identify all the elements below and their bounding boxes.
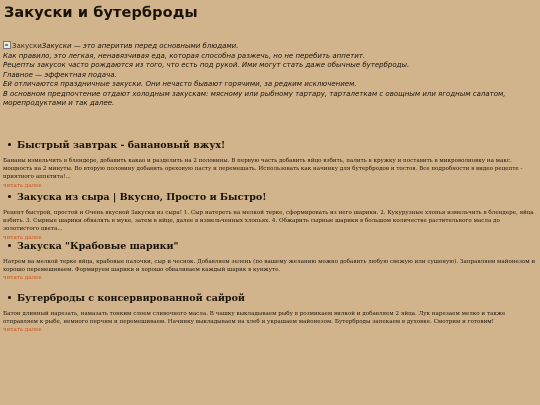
intro-block — [3, 41, 535, 109]
intro-line-1: Закуски — это аперитив перед основными блюдами. — [41, 42, 239, 50]
read-more-link[interactable]: читать далее — [3, 234, 42, 241]
article-excerpt: Батон длинный нарезать, намазать тонким слоем сливочного масла. В чашку выкладываем рыбу в розмикаем вилкой и добавляем 2 яйца. Лук нарезаем мелко и также отправляем к рыбе, немного перчим и перемешиваем. Начинку выкладываем на хлеб и украшаем майонезом. Бутерброды запекаем в духовке. Смотрим и готовим! — [3, 311, 506, 326]
intro-line-5: Ей отличаются праздничные закуски. Они нечасто бывают горячими, за редким исключением. — [3, 80, 357, 88]
article-title-text[interactable]: Быстрый завтрак - банановый вжух! — [17, 140, 226, 151]
article-excerpt: Рецепт быстрой, простой и Очень вкусной Закуски из сыра! 1. Сыр натереть на мелкой терке, сформировать из него шарики. 2. Кукурузные хлопья измельчить в блендере, яйца взбить. 3. Сырные шарики обвалять в муке, затем в яйце, далее в измельченных хлопьях. 4. Обжарить сырные шарики в большом количестве растительного масла до золотистого цвета... — [3, 210, 534, 233]
article-item — [3, 192, 537, 242]
bullet-icon — [8, 195, 11, 198]
site-title: Закуски и бутерброды — [4, 5, 198, 21]
bullet-icon — [8, 143, 11, 146]
broken-image-icon — [3, 41, 11, 49]
article-title[interactable] — [3, 241, 537, 252]
article-excerpt: Бананы измельчить в блендере, добавить какао и разделить на 2 половины. В первую часть добавить яйцо взбить, палить в кружку и поставить в микроволновку на макс. мощность на 2 минуты. Во вторую половину добавить ореховую пасту и перемешать. Использовать как начинку для бутербродов и тостов. Все подробности в видео рецепте - приятного аппетита!... — [3, 158, 523, 181]
read-more-link[interactable]: читать далее — [3, 275, 42, 282]
article-excerpt: Натрем на мелкой терке яйца, крабовые палочки, сыр и чеснок. Добавляем зелень (по вашему желанию можно добавить любую свежую или сушеную). Заправляем майонезом и хорошо перемешиваем. Формируем шарики и хорошо обваливаем каждый шарик в кунжуте. — [3, 259, 536, 274]
intro-line-3: Рецепты закусок часто рождаются из того, что есть под рукой. Ими могут стать даже обычные бутерброды. — [3, 61, 410, 69]
article-title[interactable] — [3, 192, 537, 203]
read-more-link[interactable]: читать далее — [3, 182, 42, 189]
article-title-text[interactable]: Бутерброды с консервированной сайрой — [17, 293, 245, 304]
bullet-icon — [8, 296, 11, 299]
article-title-text[interactable]: Закуска "Крабовые шарики" — [17, 241, 179, 252]
article-title[interactable] — [3, 293, 537, 304]
intro-line-6: В основном предпочтение отдают холодным закускам: мясному или рыбному тартару, тарталеткам с овощным или ягодным салатом, морепродуктами и так далее. — [3, 89, 506, 107]
article-item — [3, 140, 537, 190]
article-item — [3, 241, 537, 282]
article-title[interactable] — [3, 140, 537, 151]
read-more-link[interactable]: читать далее — [3, 327, 42, 334]
intro-line-4: Главное — эффектная подача. — [3, 70, 117, 79]
intro-image-alt: Закуски — [12, 42, 42, 50]
bullet-icon — [8, 244, 11, 247]
article-title-text[interactable]: Закуска из сыра | Вкусно, Просто и Быстро! — [17, 192, 267, 203]
intro-line-2: Как правило, это легкая, ненавязчивая еда, которая способна разжечь, но не перебить аппетит. — [3, 51, 366, 60]
article-item — [3, 293, 537, 334]
